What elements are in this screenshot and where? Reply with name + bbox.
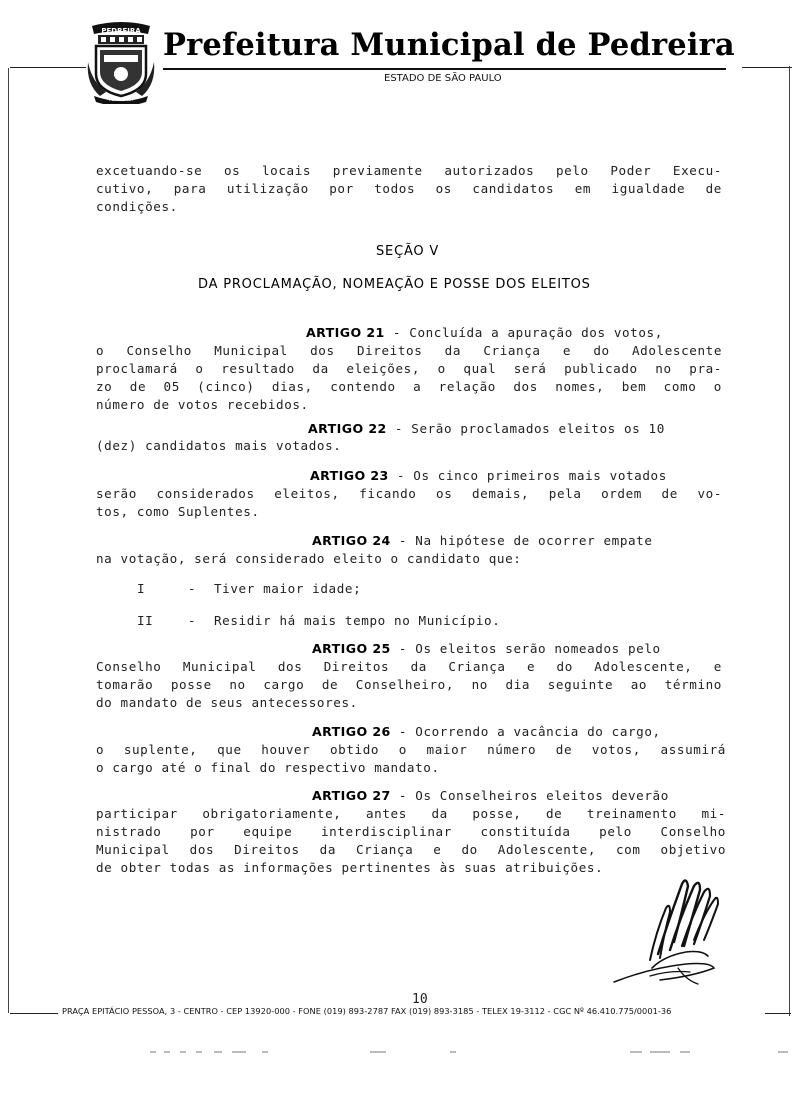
article-24-label: ARTIGO 24 <box>312 533 391 548</box>
article-23-line-3: tos, como Suplentes. <box>96 504 260 519</box>
article-22-first-line <box>308 420 665 438</box>
article-24-item-2-text: Residir há mais tempo no Município. <box>214 613 501 628</box>
article-26-label: ARTIGO 26 <box>312 724 391 739</box>
article-24-item-2-num: II <box>137 613 154 628</box>
article-27-first-text: - Os Conselheiros eleitos deverão <box>390 788 669 803</box>
article-24-item-1-text: Tiver maior idade; <box>214 581 362 596</box>
article-26-first-line <box>312 723 661 741</box>
article-21-line-2: o Conselho Municipal dos Direitos da Criança e do Adolescente <box>96 343 722 358</box>
section-subtitle: DA PROCLAMAÇÃO, NOMEAÇÃO E POSSE DOS ELEITOS <box>198 277 591 292</box>
section-title: SEÇÃO V <box>376 244 440 259</box>
article-23-line-2: serão considerados eleitos, ficando os demais, pela ordem de vo- <box>96 486 722 501</box>
article-27-first-line <box>312 787 669 805</box>
article-21-first-text: - Concluída a apuração dos votos, <box>384 325 663 340</box>
article-24-item-2-dash: - <box>188 613 197 628</box>
article-21-line-3: proclamará o resultado da eleições, o qual será publicado no pra- <box>96 361 722 376</box>
article-26-first-text: - Ocorrendo a vacância do cargo, <box>390 724 661 739</box>
svg-text:PORCELANA: PORCELANA <box>108 97 134 102</box>
municipality-title: Prefeitura Municipal de Pedreira <box>163 27 735 63</box>
intro-line-1: excetuando-se os locais previamente autorizados pelo Poder Execu- <box>96 163 722 178</box>
article-21-label: ARTIGO 21 <box>306 325 385 340</box>
article-27-line-2: participar obrigatoriamente, antes da posse, de treinamento mi- <box>96 806 726 821</box>
article-27-line-4: Municipal dos Direitos da Criança e do Adolescente, com objetivo <box>96 842 726 857</box>
article-22-line-2: (dez) candidatos mais votados. <box>96 438 342 453</box>
scan-noise <box>150 1048 790 1056</box>
frame-rule-left <box>8 68 9 1013</box>
article-27-label: ARTIGO 27 <box>312 788 391 803</box>
article-25-line-2: Conselho Municipal dos Direitos da Criança e do Adolescente, e <box>96 659 722 674</box>
handwritten-signature <box>590 872 735 1002</box>
article-24-line-2: na votação, será considerado eleito o candidato que: <box>96 551 522 566</box>
article-24-first-text: - Na hipótese de ocorrer empate <box>390 533 653 548</box>
article-25-label: ARTIGO 25 <box>312 641 391 656</box>
footer-address: PRAÇA EPITÁCIO PESSOA, 3 - CENTRO - CEP 13920-000 - FONE (019) 893-2787 FAX (019) 893-3185 - TELEX 19-3112 - CGC Nº 46.410.775/0001-36 <box>62 1006 672 1016</box>
article-24-item-1-dash: - <box>188 581 197 596</box>
article-27-line-5: de obter todas as informações pertinentes às suas atribuições. <box>96 860 604 875</box>
article-26-line-3: o cargo até o final do respectivo mandato. <box>96 760 440 775</box>
article-21-first-line <box>306 324 663 342</box>
article-24-item-1-num: I <box>137 581 146 596</box>
svg-text:PEDREIRA: PEDREIRA <box>101 27 141 35</box>
frame-rule-right <box>789 66 790 1016</box>
state-label: ESTADO DE SÃO PAULO <box>384 73 502 84</box>
article-27-line-3: nistrado por equipe interdisciplinar constituída pelo Conselho <box>96 824 726 839</box>
frame-rule-top-left <box>10 67 86 68</box>
footer-rule-left <box>10 1013 58 1014</box>
article-22-label: ARTIGO 22 <box>308 421 387 436</box>
article-21-line-4: zo de 05 (cinco) dias, contendo a relação dos nomes, bem como o <box>96 379 722 394</box>
intro-line-3: condições. <box>96 199 178 214</box>
article-25-line-3: tomarão posse no cargo de Conselheiro, no dia seguinte ao término <box>96 677 722 692</box>
intro-line-2: cutivo, para utilização por todos os candidatos em igualdade de <box>96 181 722 196</box>
article-22-first-text: - Serão proclamados eleitos os 10 <box>386 421 665 436</box>
footer-rule-right <box>765 1013 791 1014</box>
article-26-line-2: o suplente, que houver obtido o maior número de votos, assumirá <box>96 742 726 757</box>
municipal-crest-logo <box>86 22 156 104</box>
page-number: 10 <box>412 992 428 1007</box>
frame-rule-top-right <box>742 67 792 68</box>
article-25-line-4: do mandato de seus antecessores. <box>96 695 358 710</box>
article-23-first-text: - Os cinco primeiros mais votados <box>388 468 667 483</box>
article-25-first-text: - Os eleitos serão nomeados pelo <box>390 641 661 656</box>
article-24-first-line <box>312 532 653 550</box>
article-21-line-5: número de votos recebidos. <box>96 397 309 412</box>
article-23-first-line <box>310 467 667 485</box>
article-25-first-line <box>312 640 661 658</box>
article-23-label: ARTIGO 23 <box>310 468 389 483</box>
header-rule <box>163 68 726 70</box>
